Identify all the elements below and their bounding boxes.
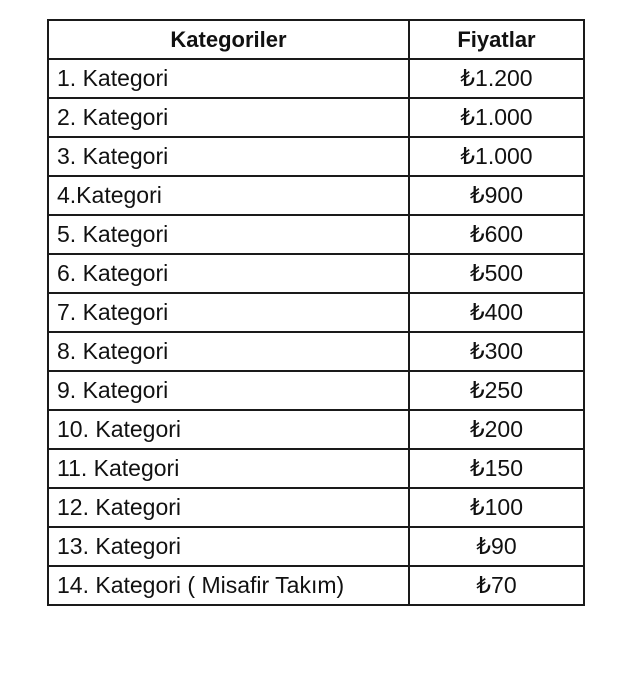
- price-table: [47, 19, 585, 606]
- price-cell: ₺150: [409, 449, 584, 488]
- table-row: [48, 410, 584, 449]
- category-cell: 13. Kategori: [48, 527, 409, 566]
- table-row: [48, 527, 584, 566]
- category-cell: 12. Kategori: [48, 488, 409, 527]
- price-cell: ₺300: [409, 332, 584, 371]
- price-cell: ₺1.000: [409, 98, 584, 137]
- price-cell: ₺90: [409, 527, 584, 566]
- table-body: [48, 59, 584, 605]
- category-cell: 11. Kategori: [48, 449, 409, 488]
- table-row: [48, 371, 584, 410]
- category-cell: 4.Kategori: [48, 176, 409, 215]
- table-header: [48, 20, 584, 59]
- table-row: [48, 332, 584, 371]
- header-category: Kategoriler: [48, 20, 409, 59]
- category-cell: 3. Kategori: [48, 137, 409, 176]
- category-cell: 14. Kategori ( Misafir Takım): [48, 566, 409, 605]
- price-cell: ₺900: [409, 176, 584, 215]
- price-cell: ₺500: [409, 254, 584, 293]
- category-cell: 7. Kategori: [48, 293, 409, 332]
- price-cell: ₺250: [409, 371, 584, 410]
- category-cell: 10. Kategori: [48, 410, 409, 449]
- category-cell: 5. Kategori: [48, 215, 409, 254]
- header-price: Fiyatlar: [409, 20, 584, 59]
- table-row: [48, 488, 584, 527]
- table-row: [48, 566, 584, 605]
- price-cell: ₺1.200: [409, 59, 584, 98]
- table-row: [48, 59, 584, 98]
- category-cell: 9. Kategori: [48, 371, 409, 410]
- category-cell: 2. Kategori: [48, 98, 409, 137]
- table-row: [48, 176, 584, 215]
- category-cell: 6. Kategori: [48, 254, 409, 293]
- table-row: [48, 254, 584, 293]
- table-row: [48, 137, 584, 176]
- category-cell: 8. Kategori: [48, 332, 409, 371]
- price-cell: ₺70: [409, 566, 584, 605]
- table-row: [48, 98, 584, 137]
- header-row: [48, 20, 584, 59]
- price-cell: ₺1.000: [409, 137, 584, 176]
- price-cell: ₺200: [409, 410, 584, 449]
- category-cell: 1. Kategori: [48, 59, 409, 98]
- table-row: [48, 293, 584, 332]
- table-row: [48, 215, 584, 254]
- table-row: [48, 449, 584, 488]
- price-cell: ₺400: [409, 293, 584, 332]
- price-cell: ₺100: [409, 488, 584, 527]
- price-cell: ₺600: [409, 215, 584, 254]
